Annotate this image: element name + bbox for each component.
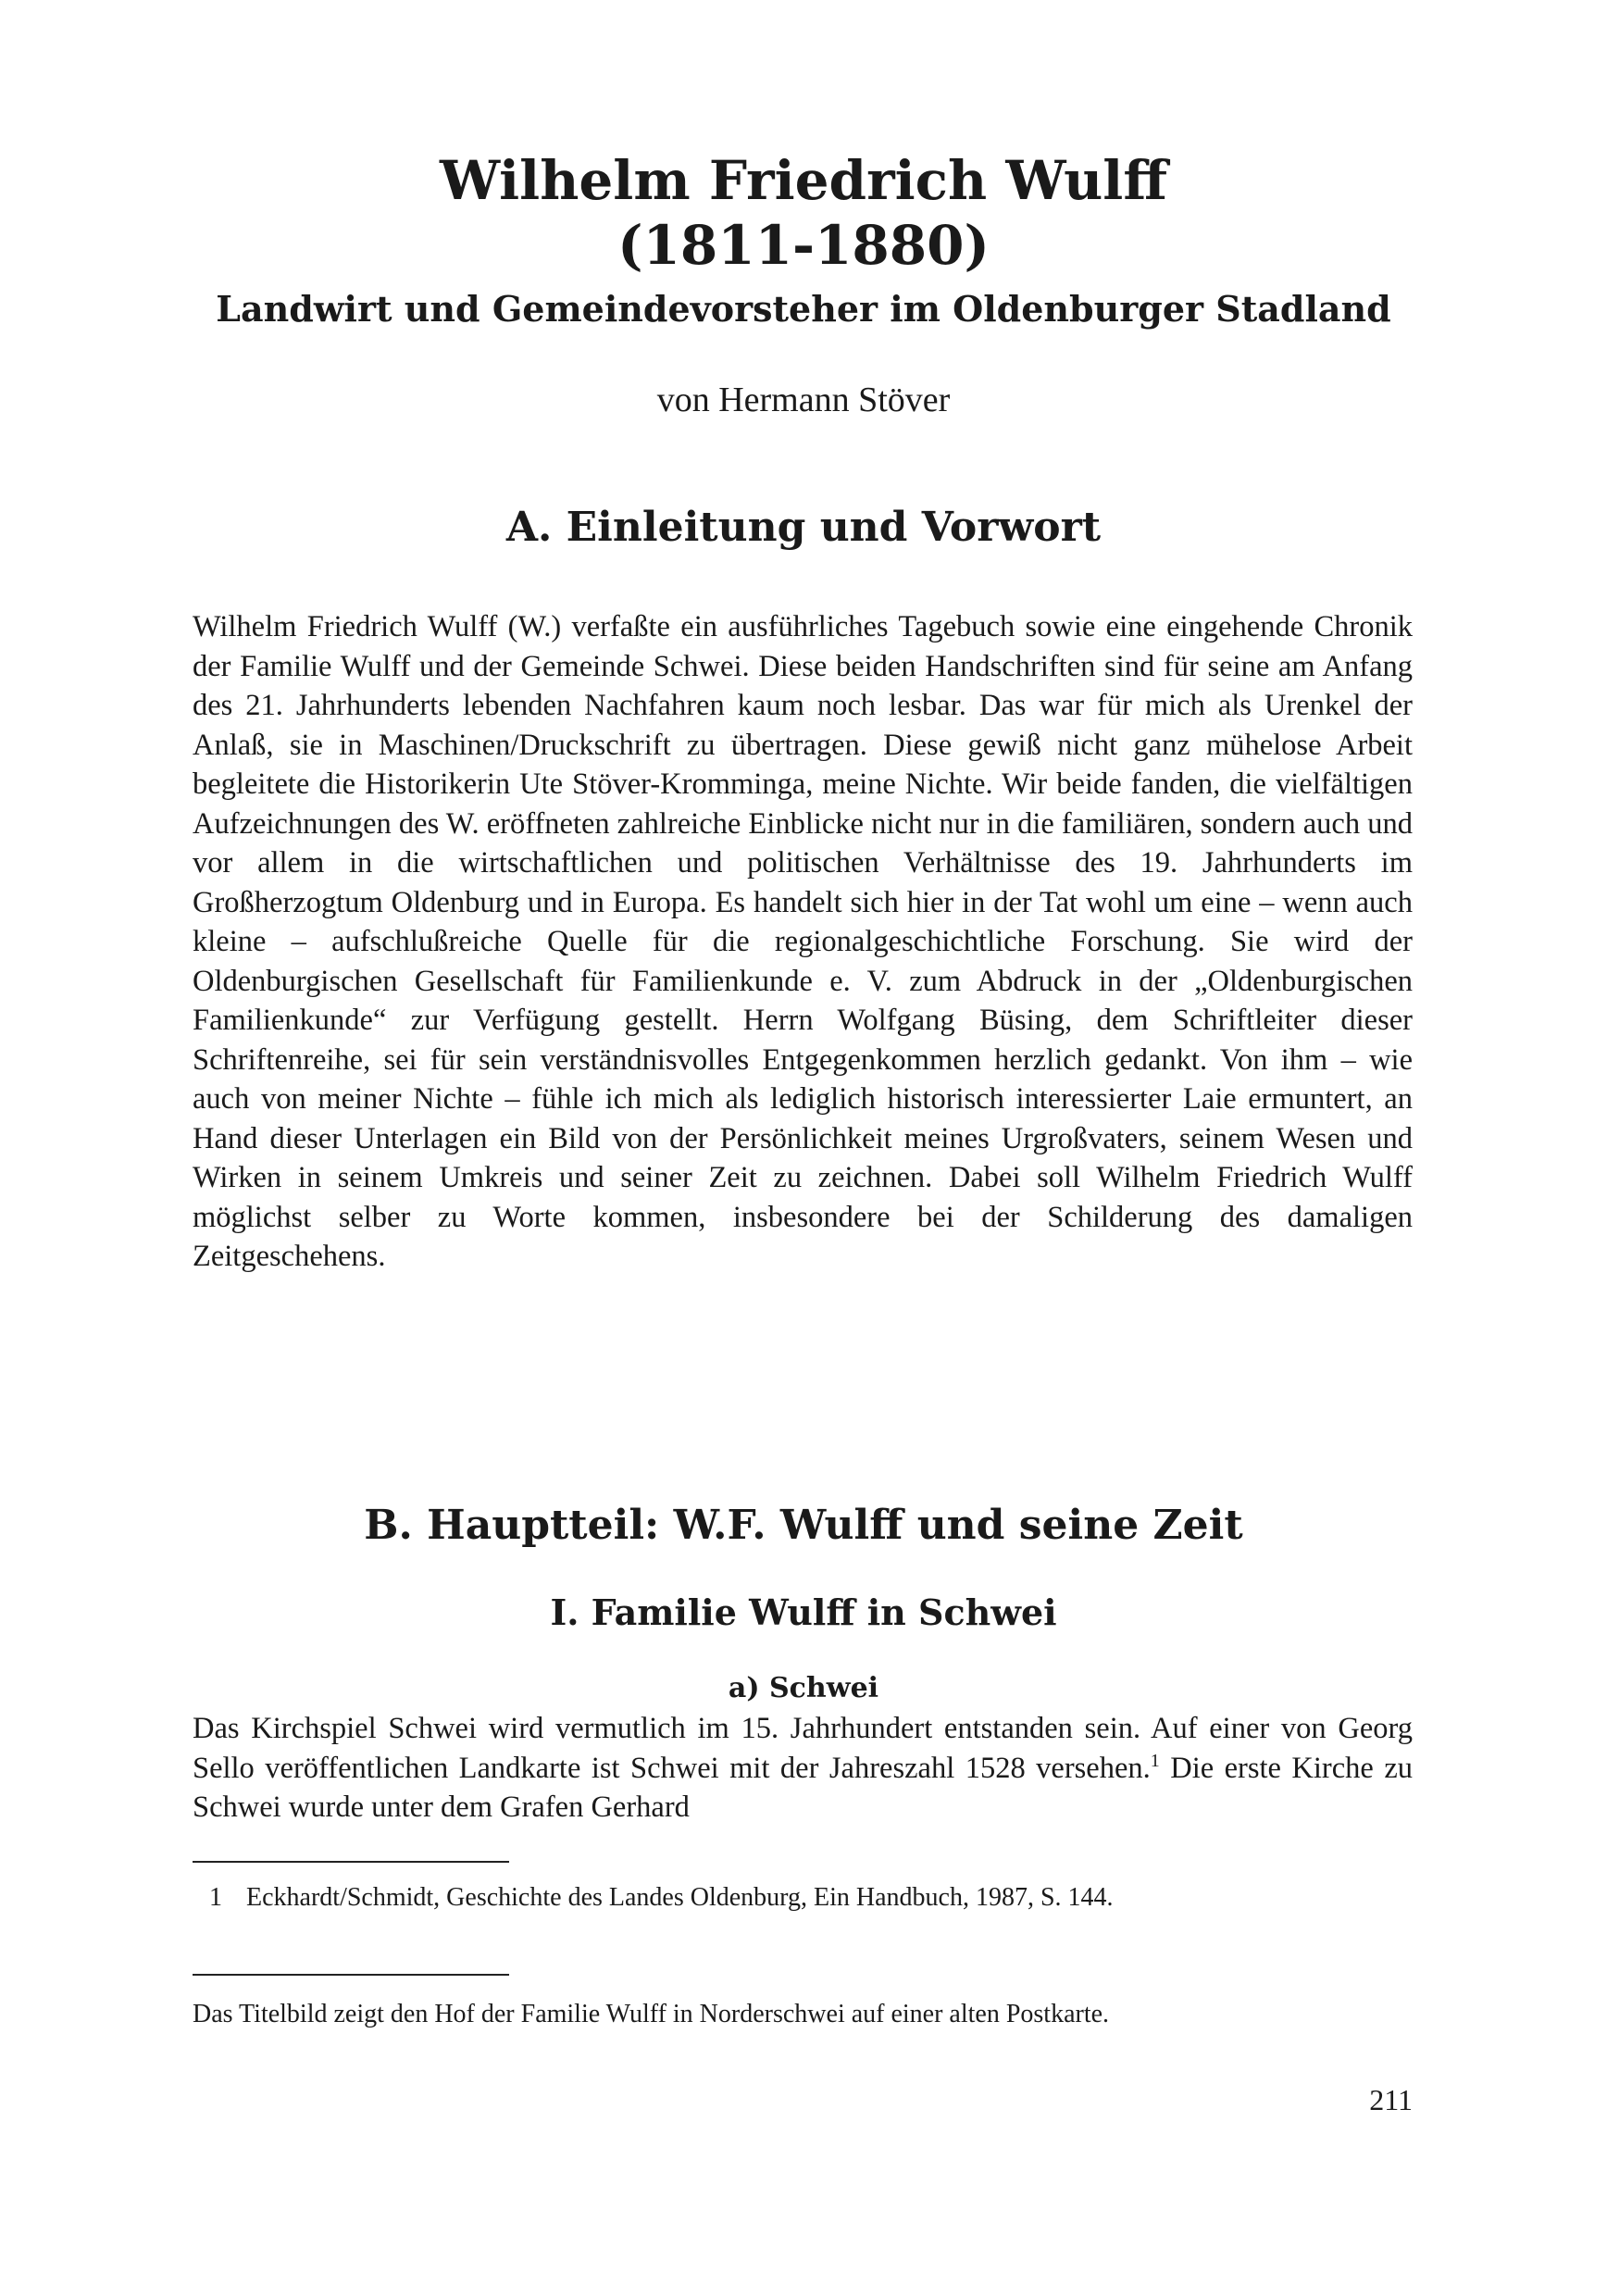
- paragraph-text-part1: Das Kirchspiel Schwei wird vermutlich im 15. Jahrhundert entstanden sein. Auf einer von Georg Sello veröffentlichen Landkarte ist Schwei mit der Jahreszahl 1528 versehen.: [193, 1712, 1413, 1785]
- footnote-separator: [193, 1861, 509, 1863]
- caption-separator: [193, 1974, 509, 1976]
- footnote: [193, 1881, 1413, 1915]
- section-b1-heading: I. Familie Wulff in Schwei: [550, 1591, 1057, 1633]
- footnote-reference: 1: [1150, 1750, 1160, 1771]
- article-subtitle: Landwirt und Gemeindevorsteher im Oldenburger Stadland: [216, 288, 1391, 330]
- footnote-number: 1: [209, 1883, 222, 1912]
- article-years: (1811-1880): [617, 214, 990, 277]
- section-b1a-heading: a) Schwei: [728, 1672, 879, 1704]
- section-b-heading: B. Hauptteil: W.F. Wulff und seine Zeit: [364, 1502, 1243, 1549]
- section-a-paragraph: Wilhelm Friedrich Wulff (W.) verfaßte ein ausführliches Tagebuch sowie eine eingehende Chronik der Familie Wulff und der Gemeinde Schwei. Diese beiden Handschriften sind für seine am Anfang des 21. Jahrhunderts lebenden Nachfahren kaum noch lesbar. Das war für mich als Urenkel der Anlaß, sie in Maschinen/Druckschrift zu übertragen. Diese gewiß nicht ganz mühelose Arbeit begleitete die Historikerin Ute Stöver-Kromminga, meine Nichte. Wir beide fanden, die vielfältigen Aufzeichnungen des W. eröffneten zahlreiche Einblicke nicht nur in die familiären, sondern auch und vor allem in die wirtschaftlichen und politischen Verhältnisse des 19. Jahrhunderts im Großherzogtum Oldenburg und in Europa. Es handelt sich hier in der Tat wohl um eine – wenn auch kleine – aufschlußreiche Quelle für die regionalgeschichtliche Forschung. Sie wird der Oldenburgischen Gesellschaft für Familienkunde e. V. zum Abdruck in der „Oldenburgischen Familienkunde“ zur Verfügung gestellt. Herrn Wolfgang Büsing, dem Schriftleiter dieser Schriftenreihe, sei für sein verständnisvolles Entgegenkommen herzlich gedankt. Von ihm – wie auch von meiner Nichte – fühle ich mich als lediglich historisch interessierter Laie ermuntert, an Hand dieser Unterlagen ein Bild von der Persönlichkeit meines Urgroßvaters, seinem Wesen und Wirken in seinem Umkreis und seiner Zeit zu zeichnen. Dabei soll Wilhelm Friedrich Wulff möglichst selber zu Worte kommen, insbesondere bei der Schilderung des damaligen Zeitgeschehens.: [193, 610, 1413, 1273]
- section-a-heading: A. Einleitung und Vorwort: [505, 504, 1102, 551]
- section-b1a-paragraph: [193, 1709, 1413, 1828]
- title-image-caption: Das Titelbild zeigt den Hof der Familie Wulff in Norderschwei auf einer alten Postkarte.: [193, 2000, 1110, 2028]
- paragraph-text-part2: Die erste Kirche zu Schwei wurde unter dem Grafen Gerhard: [193, 1751, 1413, 1824]
- author-line: von Hermann Stöver: [656, 381, 951, 419]
- article-title: Wilhelm Friedrich Wulff: [440, 149, 1167, 212]
- footnote-text: Eckhardt/Schmidt, Geschichte des Landes Oldenburg, Ein Handbuch, 1987, S. 144.: [246, 1883, 1114, 1912]
- page-number: 211: [1369, 2083, 1413, 2116]
